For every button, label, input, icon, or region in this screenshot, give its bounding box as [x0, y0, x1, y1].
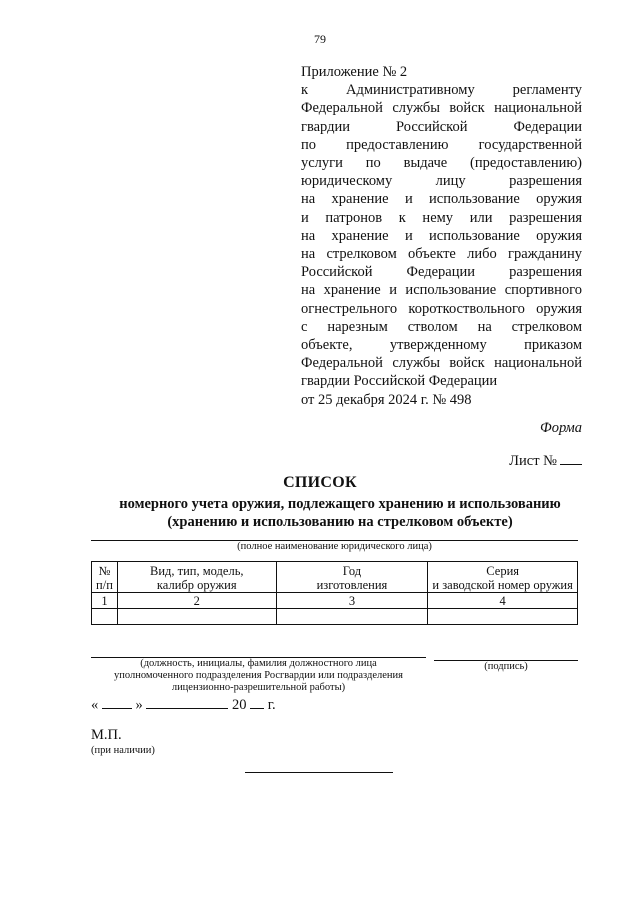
caption-line: лицензионно-разрешительной работы) [171, 682, 346, 693]
appendix-line: гвардии Российской Федерации [301, 118, 582, 135]
sheet-number [509, 452, 582, 470]
table-cell: 1 [92, 593, 118, 609]
table-cell[interactable] [428, 609, 578, 625]
form-label: Форма [540, 420, 582, 436]
appendix-line: на стрелковом объекте либо гражданину [301, 246, 582, 263]
appendix-line: Федеральной службы войск национальной [301, 355, 582, 372]
appendix-line: гвардии Российской Федерации [301, 373, 498, 390]
header-serial: Серия и заводской номер оружия [428, 562, 578, 593]
table-cell[interactable] [92, 609, 118, 625]
month-blank[interactable] [146, 696, 228, 709]
header-year: Год изготовления [276, 562, 428, 593]
date-field [91, 696, 276, 714]
org-name-caption: (полное наименование юридического лица) [237, 541, 432, 552]
appendix-line: по предоставлению государственной [301, 136, 582, 153]
appendix-block [301, 63, 582, 409]
appendix-line: Российской Федерации разрешения [301, 264, 582, 281]
stamp-label: М.П. [91, 727, 122, 743]
appendix-line: услуги по выдаче (предоставлению) [301, 155, 582, 172]
bottom-rule [245, 772, 393, 773]
table-cell: 4 [428, 593, 578, 609]
appendix-line: объекте, утвержденному приказом [301, 337, 582, 354]
sheet-label: Лист № [509, 453, 557, 469]
subtitle-line: (хранению и использованию на стрелковом объекте) [167, 514, 513, 530]
signature-caption: (подпись) [484, 661, 528, 672]
table-cell[interactable] [117, 609, 276, 625]
year-blank[interactable] [250, 696, 264, 709]
year-prefix: 20 [232, 697, 247, 713]
stamp-note: (при наличии) [91, 745, 155, 756]
header-number: № п/п [92, 562, 118, 593]
appendix-line: к Административному регламенту [301, 82, 582, 99]
table-header-row [92, 562, 578, 593]
appendix-line: на хранение и использование спортивного [301, 282, 582, 299]
appendix-line: на хранение и использование оружия [301, 227, 582, 244]
appendix-line: и патронов к нему или разрешения [301, 209, 582, 226]
day-blank[interactable] [102, 696, 132, 709]
sheet-number-blank[interactable] [560, 452, 582, 465]
page-number: 79 [314, 32, 326, 46]
appendix-heading: Приложение № 2 [301, 64, 408, 80]
caption-line: уполномоченного подразделения Росгвардии или подразделения [114, 670, 403, 681]
year-suffix: г. [267, 697, 276, 713]
table-row[interactable] [92, 609, 578, 625]
appendix-line: с нарезным стволом на стрелковом [301, 318, 582, 335]
table-cell: 3 [276, 593, 428, 609]
header-weapon-type: Вид, тип, модель, калибр оружия [117, 562, 276, 593]
table-cell: 2 [117, 593, 276, 609]
date-open-quote: « [91, 697, 99, 713]
date-close-quote: » [135, 697, 143, 713]
subtitle-line: номерного учета оружия, подлежащего хранению и использованию [119, 496, 561, 512]
official-caption [91, 658, 426, 694]
weapons-table [91, 561, 578, 625]
appendix-order-date: от 25 декабря 2024 г. № 498 [301, 391, 472, 408]
document-title: СПИСОК [283, 474, 357, 491]
table-numbering-row [92, 593, 578, 609]
appendix-line: юридическому лицу разрешения [301, 173, 582, 190]
caption-line: (должность, инициалы, фамилия должностного лица [140, 658, 377, 669]
document-subtitle [90, 495, 590, 531]
appendix-line: Федеральной службы войск национальной [301, 100, 582, 117]
appendix-line: огнестрельного короткоствольного оружия [301, 300, 582, 317]
table-cell[interactable] [276, 609, 428, 625]
appendix-line: на хранение и использование оружия [301, 191, 582, 208]
